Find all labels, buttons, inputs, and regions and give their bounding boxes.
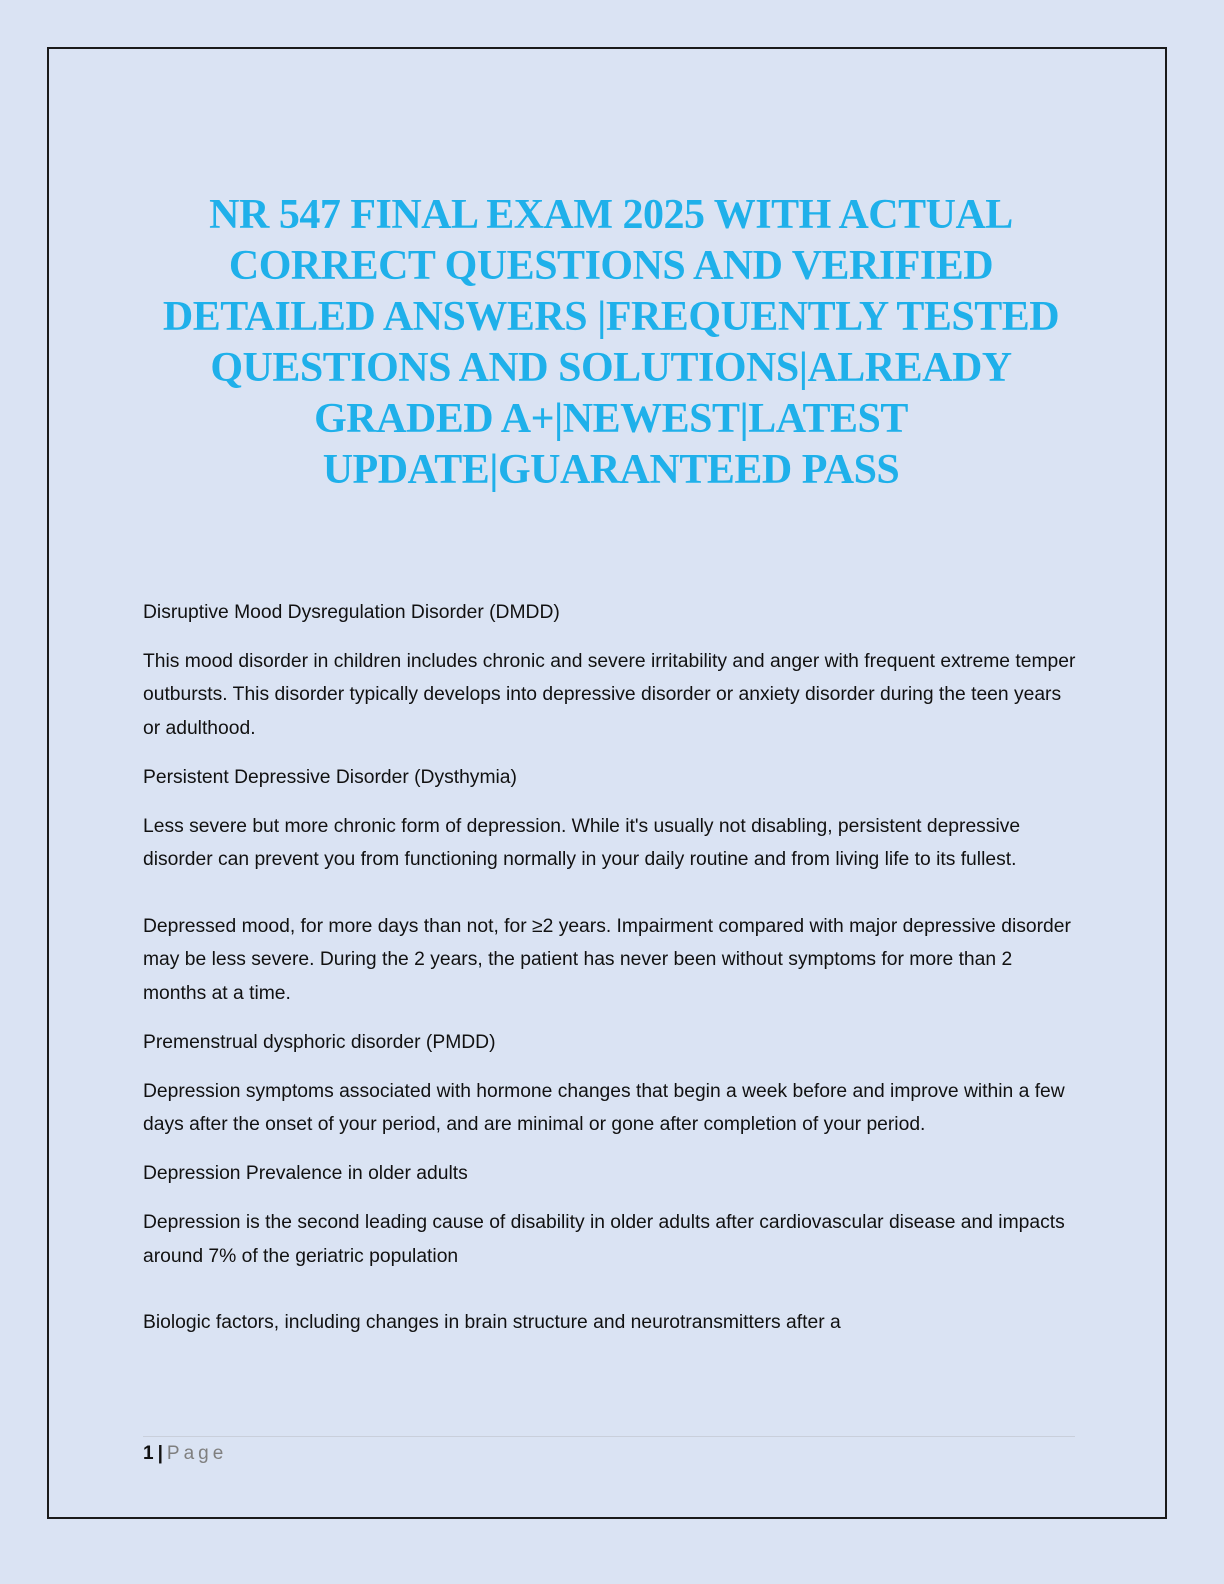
paragraph-dysthymia-definition: Less severe but more chronic form of depression. While it's usually not disabling, persistent depressive disorder can prevent you from functioning normally in your daily routine and from living life to its fullest. bbox=[143, 815, 1021, 871]
footer-divider bbox=[143, 1436, 1075, 1437]
heading-dmdd: Disruptive Mood Dysregulation Disorder (DMDD) bbox=[143, 602, 560, 623]
footer-separator: | bbox=[157, 1443, 163, 1464]
paragraph-dysthymia-criteria: Depressed mood, for more days than not, for ≥2 years. Impairment compared with major depressive disorder may be less severe. During the 2 years, the patient has never been without symptoms for more than 2 months at a time. bbox=[143, 916, 1071, 1004]
document-body bbox=[143, 596, 1078, 1340]
page-footer bbox=[143, 1442, 227, 1466]
heading-dysthymia: Persistent Depressive Disorder (Dysthymia) bbox=[143, 766, 517, 788]
heading-pmdd: Premenstrual dysphoric disorder (PMDD) bbox=[143, 1031, 496, 1053]
paragraph-biologic-factors: Biologic factors, including changes in brain structure and neurotransmitters after a bbox=[143, 1312, 841, 1334]
page-label: Page bbox=[166, 1443, 228, 1464]
paragraph-depression-prevalence: Depression is the second leading cause of disability in older adults after cardiovascular disease and impacts around 7% of the geriatric population bbox=[143, 1212, 1065, 1267]
document-title: NR 547 FINAL EXAM 2025 WITH ACTUAL CORRECT QUESTIONS AND VERIFIED DETAILED ANSWERS |FREQUENTLY TESTED QUESTIONS AND SOLUTIONS|ALREADY GRADED A+|NEWEST|LATEST UPDATE|GUARANTEED PASS bbox=[162, 192, 1060, 493]
paragraph-pmdd-definition: Depression symptoms associated with hormone changes that begin a week before and improve within a few days after the onset of your period, and are minimal or gone after completion of your period. bbox=[143, 1080, 1065, 1136]
paragraph-dmdd-definition: This mood disorder in children includes chronic and severe irritability and anger with frequent extreme temper outbursts. This disorder typically develops into depressive disorder or anxiety disorder during the teen years or adulthood. bbox=[143, 651, 1076, 739]
page-number: 1 bbox=[143, 1443, 154, 1464]
blank-line bbox=[143, 877, 1078, 910]
heading-depression-older-adults: Depression Prevalence in older adults bbox=[143, 1163, 468, 1185]
blank-line bbox=[143, 1273, 1078, 1306]
